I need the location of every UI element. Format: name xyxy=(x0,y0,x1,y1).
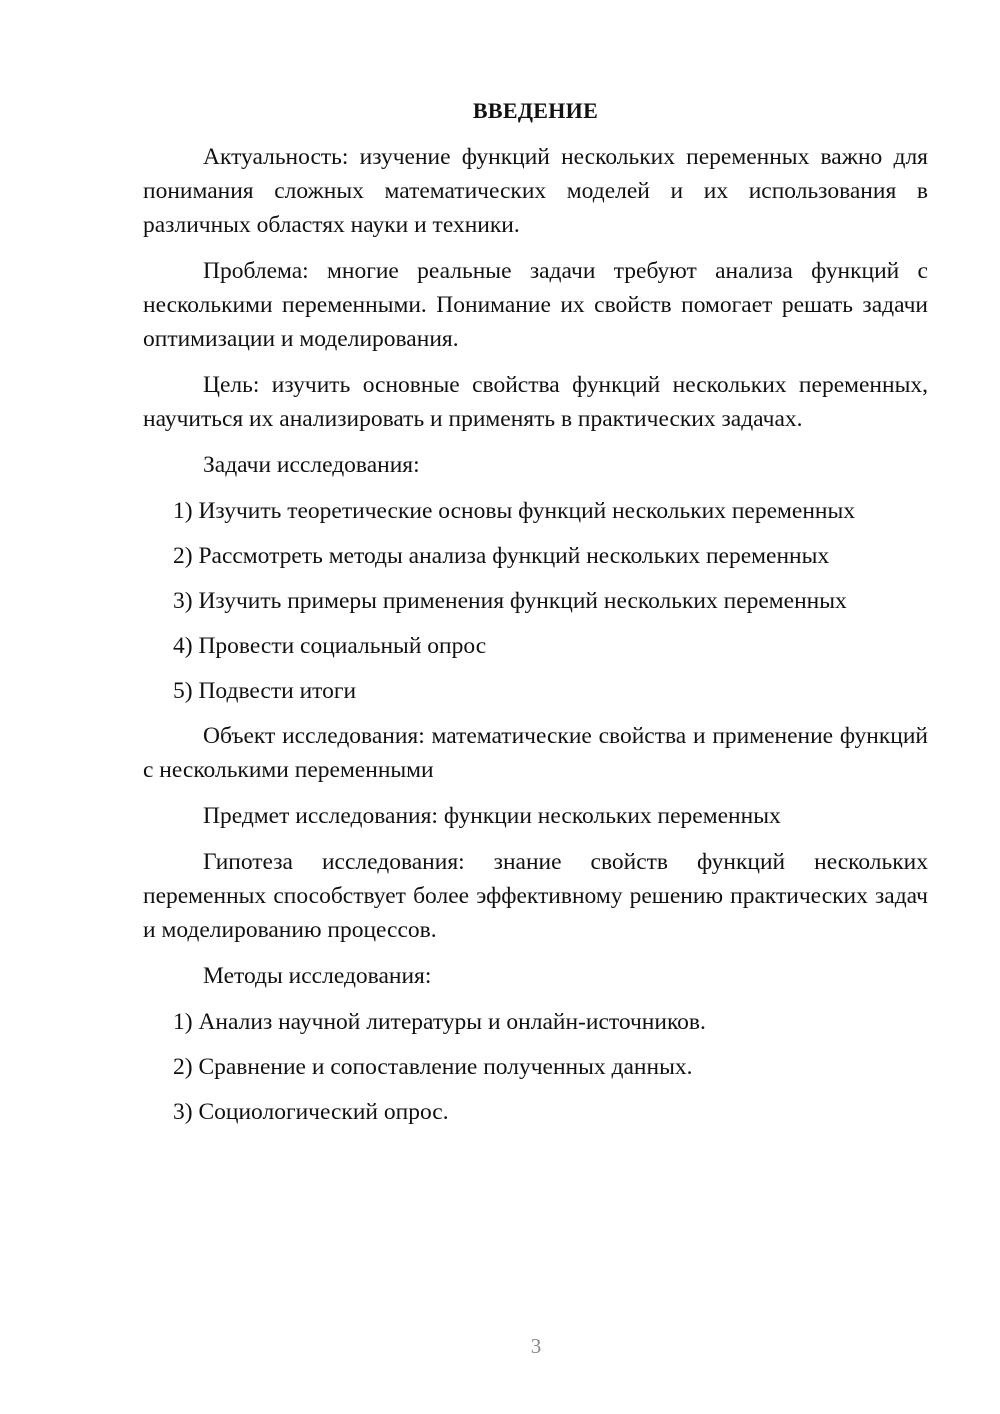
methods-heading: Методы исследования: xyxy=(203,963,432,989)
goal-paragraph: Цель: изучить основные свойства функций нескольких переменных, научиться их анализировать и применять в практических задачах. xyxy=(143,372,928,432)
list-item: 3) Изучить примеры применения функций нескольких переменных xyxy=(173,588,847,614)
object-paragraph: Объект исследования: математические свойства и применение функций с несколькими переменными xyxy=(143,723,928,783)
hypothesis-paragraph: Гипотеза исследования: знание свойств функций нескольких переменных способствует более эффективному решению практических задач и моделированию процессов. xyxy=(143,849,928,943)
tasks-list xyxy=(143,494,928,708)
list-item: 4) Провести социальный опрос xyxy=(173,633,487,659)
list-item: 3) Социологический опрос. xyxy=(173,1099,449,1125)
list-item: 1) Анализ научной литературы и онлайн-источников. xyxy=(173,1009,706,1035)
methods-list xyxy=(143,1005,928,1129)
page-content xyxy=(143,96,928,1140)
subject-paragraph: Предмет исследования: функции нескольких переменных xyxy=(203,803,781,829)
page-number: 3 xyxy=(530,1334,542,1358)
tasks-heading: Задачи исследования: xyxy=(203,452,420,478)
problem-paragraph: Проблема: многие реальные задачи требуют анализа функций с несколькими переменными. Понимание их свойств помогает решать задачи оптимизации и моделирования. xyxy=(143,258,928,352)
relevance-paragraph: Актуальность: изучение функций нескольких переменных важно для понимания сложных математических моделей и их использования в различных областях науки и техники. xyxy=(143,144,928,238)
list-item: 1) Изучить теоретические основы функций нескольких переменных xyxy=(173,498,856,524)
section-title: ВВЕДЕНИЕ xyxy=(472,98,599,123)
list-item: 2) Сравнение и сопоставление полученных данных. xyxy=(173,1054,693,1080)
list-item: 5) Подвести итоги xyxy=(173,678,357,704)
list-item: 2) Рассмотреть методы анализа функций нескольких переменных xyxy=(173,543,830,569)
